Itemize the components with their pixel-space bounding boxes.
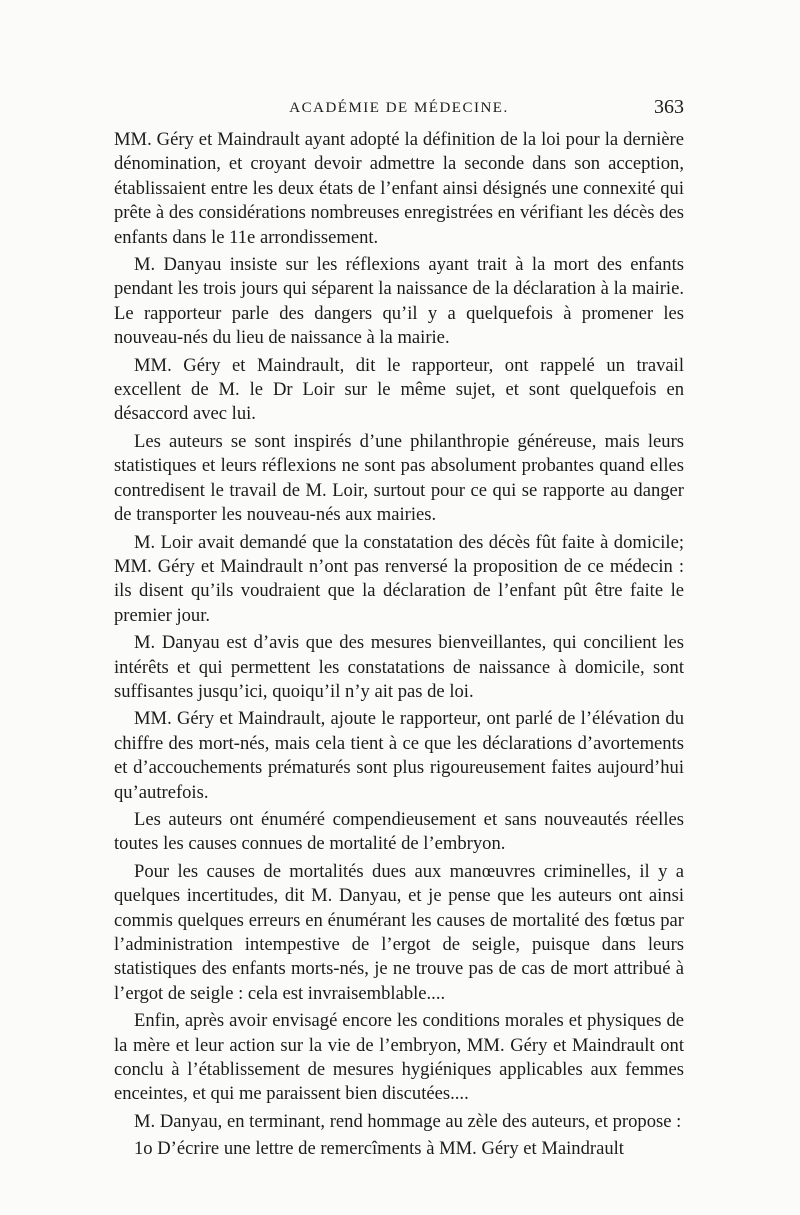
paragraph: MM. Géry et Maindrault, dit le rapporteur, ont rappelé un travail excellent de M. le Dr Loir sur le même sujet, et sont quelquefois en désaccord avec lui. — [114, 354, 684, 425]
paragraph: MM. Géry et Maindrault, ajoute le rapporteur, ont parlé de l’élévation du chiffre des mort-nés, mais cela tient à ce que les déclarations d’avortements et d’accouchements prématurés sont plus rigoureusement faites aujourd’hui qu’autrefois. — [114, 708, 684, 803]
paragraph: MM. Géry et Maindrault ayant adopté la définition de la loi pour la dernière dénomination, et croyant devoir admettre la seconde dans son acception, établissaient entre les deux états de l’enfant ainsi désignés une connexité qui prête à des considérations nombreuses enregistrées en vérifiant les décès des enfants dans le 11e arrondissement. — [114, 129, 684, 248]
paragraph: Enfin, après avoir envisagé encore les conditions morales et physiques de la mère et leur action sur la vie de l’embryon, MM. Géry et Maindrault ont conclu à l’établissement de mesures hygiéniques applicables aux femmes enceintes, et qui me paraissent bien discutées.... — [114, 1010, 684, 1105]
paragraph: M. Loir avait demandé que la constatation des décès fût faite à domicile; MM. Géry et Maindrault n’ont pas renversé la proposition de ce médecin : ils disent qu’ils voudraient que la déclaration de l’enfant pût être faite le premier jour. — [114, 531, 684, 626]
body-text — [114, 128, 684, 1165]
paragraph: 1o D’écrire une lettre de remercîments à MM. Géry et Maindrault — [134, 1138, 624, 1160]
paragraph: M. Danyau insiste sur les réflexions ayant trait à la mort des enfants pendant les trois jours qui séparent la naissance de la déclaration à la mairie. Le rapporteur parle des dangers qu’il y a quelquefois à promener les nouveau-nés du lieu de naissance à la mairie. — [114, 254, 684, 349]
paragraph: Pour les causes de mortalités dues aux manœuvres criminelles, il y a quelques incertitudes, dit M. Danyau, et je pense que les auteurs ont ainsi commis quelques erreurs en énumérant les causes de mortalité des fœtus par l’administration intempestive de l’ergot de seigle, puisque dans leurs statistiques des enfants morts-nés, je ne trouve pas de cas de mort attribué à l’ergot de seigle : cela est invraisemblable.... — [114, 860, 684, 1004]
running-title: ACADÉMIE DE MÉDECINE. — [289, 100, 509, 116]
running-head — [114, 96, 684, 126]
paragraph: M. Danyau est d’avis que des mesures bienveillantes, qui concilient les intérêts et qui permettent les constatations de naissance à domicile, sont suffisantes jusqu’ici, quoiqu’il n’y ait pas de loi. — [114, 632, 684, 702]
paragraph: Les auteurs se sont inspirés d’une philanthropie généreuse, mais leurs statistiques et leurs réflexions ne sont pas absolument probantes quand elles contredisent le travail de M. Loir, surtout pour ce qui se rapporte au danger de transporter les nouveau-nés aux mairies. — [114, 430, 684, 526]
paragraph: Les auteurs ont énuméré compendieusement et sans nouveautés réelles toutes les causes connues de mortalité de l’embryon. — [114, 808, 684, 855]
page-number: 363 — [654, 96, 684, 118]
paragraph: M. Danyau, en terminant, rend hommage au zèle des auteurs, et propose : — [134, 1110, 682, 1132]
